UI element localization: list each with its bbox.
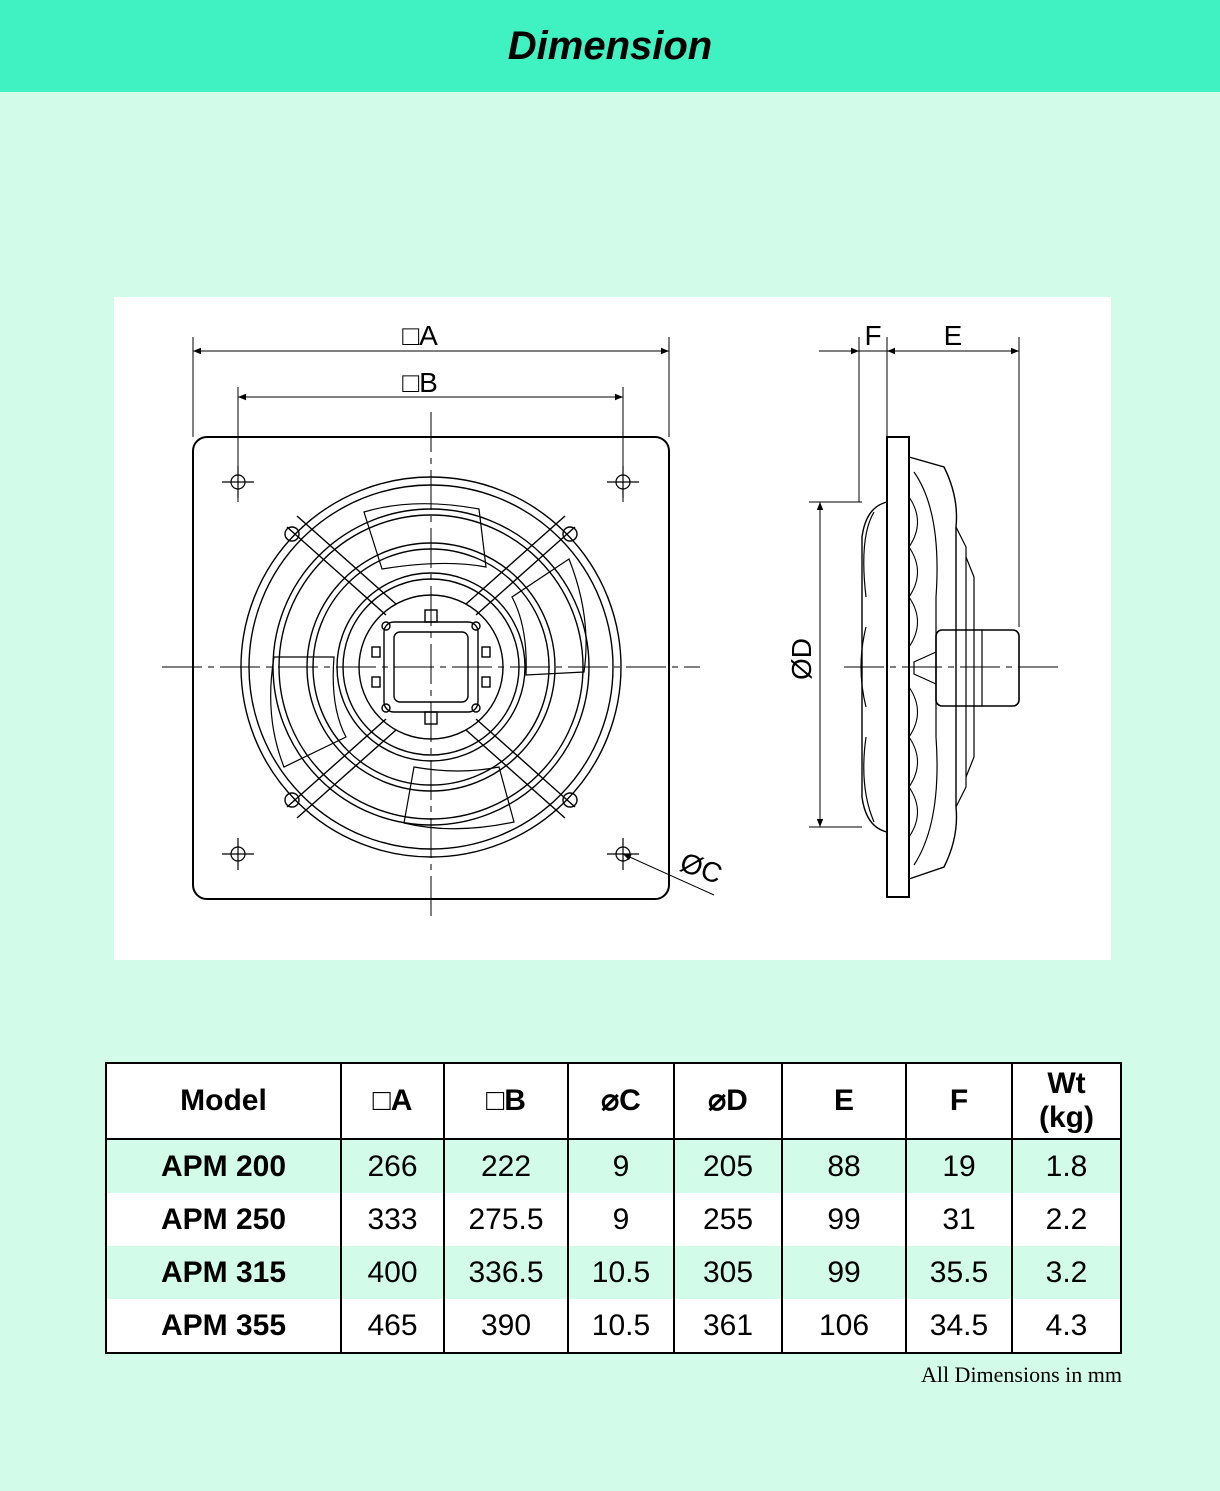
cell-b: 275.5 <box>444 1193 568 1246</box>
header-c: ⌀C <box>568 1063 674 1139</box>
cell-model: APM 250 <box>106 1193 341 1246</box>
cell-d: 361 <box>674 1299 782 1353</box>
header-wt-line1: Wt <box>1047 1067 1086 1100</box>
header-bar <box>0 0 1220 92</box>
cell-e: 88 <box>782 1139 906 1193</box>
cell-wt: 4.3 <box>1012 1299 1121 1353</box>
cell-c: 10.5 <box>568 1246 674 1299</box>
cell-wt: 1.8 <box>1012 1139 1121 1193</box>
cell-wt: 3.2 <box>1012 1246 1121 1299</box>
cell-model: APM 200 <box>106 1139 341 1193</box>
units-note: All Dimensions in mm <box>920 1362 1122 1387</box>
header-wt-line2: (kg) <box>1039 1101 1094 1134</box>
cell-f: 34.5 <box>906 1299 1012 1353</box>
cell-c: 9 <box>568 1193 674 1246</box>
cell-b: 390 <box>444 1299 568 1353</box>
cell-model: APM 315 <box>106 1246 341 1299</box>
label-a: □A <box>402 320 438 351</box>
label-b: □B <box>402 367 438 398</box>
cell-a: 465 <box>341 1299 444 1353</box>
header-e: E <box>782 1063 906 1139</box>
cell-d: 205 <box>674 1139 782 1193</box>
table-row <box>106 1246 1121 1299</box>
label-c: ØC <box>676 846 727 890</box>
header-d: ⌀D <box>674 1063 782 1139</box>
label-d: ØD <box>786 638 817 680</box>
side-motor <box>936 630 1019 706</box>
cell-b: 222 <box>444 1139 568 1193</box>
cell-e: 106 <box>782 1299 906 1353</box>
page-title: Dimension <box>507 23 713 68</box>
table-header-row <box>106 1063 1121 1139</box>
header-a: □A <box>341 1063 444 1139</box>
cell-wt: 2.2 <box>1012 1193 1121 1246</box>
header-model: Model <box>106 1063 341 1139</box>
fan-drawing-svg <box>114 297 1111 960</box>
cell-e: 99 <box>782 1193 906 1246</box>
cell-c: 10.5 <box>568 1299 674 1353</box>
table-row <box>106 1139 1121 1193</box>
cell-model: APM 355 <box>106 1299 341 1353</box>
cell-e: 99 <box>782 1246 906 1299</box>
cell-d: 305 <box>674 1246 782 1299</box>
cell-c: 9 <box>568 1139 674 1193</box>
side-view <box>809 337 1064 897</box>
cell-a: 266 <box>341 1139 444 1193</box>
cell-f: 35.5 <box>906 1246 1012 1299</box>
header-b: □B <box>444 1063 568 1139</box>
cell-f: 31 <box>906 1193 1012 1246</box>
cell-a: 333 <box>341 1193 444 1246</box>
technical-drawing <box>114 297 1111 960</box>
cell-a: 400 <box>341 1246 444 1299</box>
front-view <box>162 337 714 922</box>
label-e: E <box>943 320 963 351</box>
label-f: F <box>864 320 882 351</box>
cell-f: 19 <box>906 1139 1012 1193</box>
table-row <box>106 1193 1121 1246</box>
table-row <box>106 1299 1121 1353</box>
cell-b: 336.5 <box>444 1246 568 1299</box>
header-f: F <box>906 1063 1012 1139</box>
dimension-table <box>105 1062 1122 1354</box>
header-wt <box>1012 1063 1121 1139</box>
cell-d: 255 <box>674 1193 782 1246</box>
